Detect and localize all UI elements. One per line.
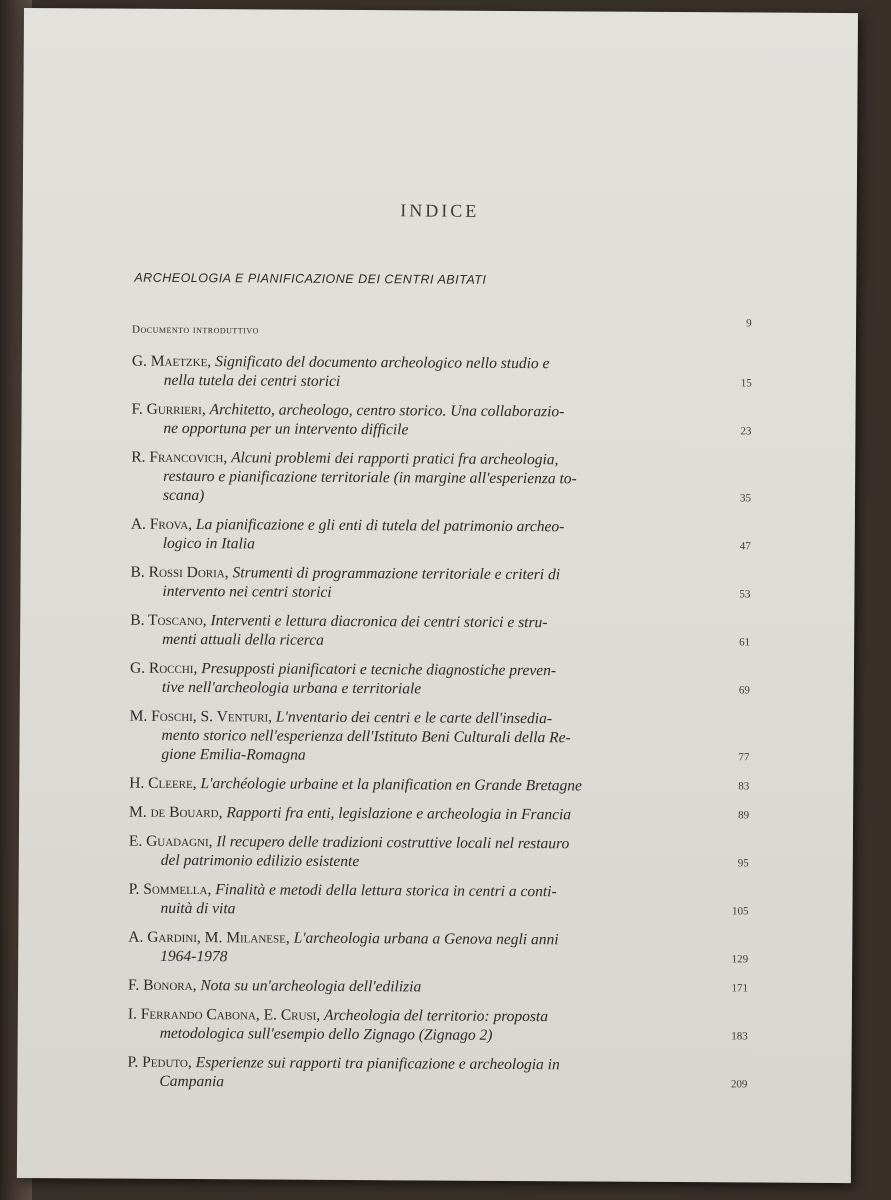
- toc-title-line: L'archéologie urbaine et la planification en Grande Bretagne: [200, 775, 582, 795]
- toc-title-line: Esperienze sui rapporti tra pianificazione e archeologia in: [195, 1054, 560, 1074]
- toc-author: G. Rocchi,: [129, 659, 198, 678]
- toc-entry-body: [132, 352, 704, 393]
- toc-title-line: Architetto, archeologo, centro storico. Una collaborazio-: [209, 401, 565, 421]
- toc-title-line: La pianificazione e gli enti di tutela del patrimonio archeo-: [195, 516, 565, 536]
- toc-author: F. Gurrieri,: [131, 400, 206, 419]
- toc-title-line: L'archeologia urbana a Genova negli anni: [293, 929, 559, 949]
- toc-entry-list: [127, 352, 772, 1095]
- toc-entry-body: [128, 928, 700, 969]
- toc-entry-body: [130, 611, 702, 652]
- toc-entry: [129, 707, 769, 768]
- toc-entry: [131, 448, 771, 509]
- toc-title-line: gione Emilia-Romagna: [161, 745, 306, 764]
- toc-entry-body: [127, 1053, 699, 1094]
- toc-entry: [128, 976, 768, 999]
- toc-title-line: tive nell'archeologia urbana e territoriale: [161, 678, 422, 698]
- toc-author: I. Ferrando Cabona, E. Crusi,: [127, 1005, 321, 1024]
- toc-author: H. Cleere,: [129, 774, 197, 793]
- toc-page-number: 53: [739, 588, 751, 601]
- toc-title-line: Nota su un'archeologia dell'edilizia: [200, 977, 422, 996]
- toc-title-line: Interventi e lettura diacronica dei centri storici e stru-: [210, 612, 548, 632]
- toc-page-number: 47: [739, 540, 751, 553]
- toc-entry: [128, 1005, 768, 1047]
- toc-title-line: Il recupero delle tradizioni costruttive locali nel restauro: [216, 833, 570, 853]
- toc-title-line: L'nventario dei centri e le carte dell'insedia-: [275, 708, 553, 728]
- toc-entry: [127, 1053, 767, 1095]
- toc-entry: [130, 659, 770, 701]
- toc-page-number: 209: [730, 1078, 748, 1091]
- toc-entry-body: [129, 707, 701, 767]
- toc-page-number: 183: [731, 1030, 748, 1043]
- toc-entry-body: [131, 515, 703, 556]
- toc-title-line: menti attuali della ricerca: [162, 630, 324, 649]
- table-of-contents: [127, 317, 772, 1105]
- toc-title-line: Significato del documento archeologico nello studio e: [215, 353, 550, 373]
- toc-entry: [130, 563, 770, 605]
- toc-entry: [129, 803, 769, 826]
- section-heading: ARCHEOLOGIA E PIANIFICAZIONE DEI CENTRI ABITATI: [134, 270, 487, 287]
- toc-entry: [131, 400, 771, 442]
- toc-page-number: 89: [738, 809, 750, 822]
- book-page: [17, 8, 858, 1183]
- toc-title-line: 1964-1978: [160, 947, 228, 966]
- toc-entry-intro: [132, 317, 772, 344]
- toc-title-line: Rapporti fra enti, legislazione e archeologia in Francia: [226, 804, 572, 824]
- toc-author: E. Guadagni,: [128, 832, 213, 851]
- toc-author: B. Toscano,: [130, 611, 207, 630]
- toc-entry-body: [129, 832, 701, 873]
- toc-page-number: 95: [737, 857, 749, 870]
- toc-page-number: 129: [731, 953, 749, 966]
- toc-title-line: nuità di vita: [160, 899, 236, 918]
- toc-entry-body: [130, 659, 702, 700]
- toc-title-line: ne opportuna per un intervento difficile: [163, 419, 409, 439]
- toc-entry: [129, 832, 769, 874]
- toc-entry-body: [128, 976, 700, 998]
- toc-page-number: 9: [746, 317, 753, 330]
- toc-entry: [131, 515, 771, 557]
- toc-author: A. Frova,: [130, 515, 193, 534]
- toc-page-number: 61: [739, 636, 751, 649]
- toc-page-number: 69: [738, 684, 750, 697]
- toc-author: R. Francovich,: [131, 448, 228, 467]
- toc-title-line: Presupposti pianificatori e tecniche diagnostiche preven-: [201, 660, 557, 680]
- toc-entry-body: [130, 563, 702, 604]
- toc-page-number: 83: [738, 780, 750, 793]
- toc-entry: [130, 611, 770, 653]
- toc-author: G. Maetzke,: [131, 352, 212, 371]
- toc-entry-body: [128, 1005, 700, 1046]
- toc-title-line: nella tutela dei centri storici: [163, 371, 341, 390]
- toc-title-line: del patrimonio edilizio esistente: [160, 851, 360, 871]
- toc-title-line: Finalità e metodi della lettura storica in centri a conti-: [215, 881, 557, 901]
- toc-title-line: restauro e pianificazione territoriale (in margine all'esperienza to-: [163, 467, 577, 488]
- toc-entry-body: [131, 448, 703, 508]
- toc-author: A. Gardini, M. Milanese,: [128, 928, 290, 947]
- toc-entry: [132, 352, 772, 394]
- toc-title-line: logico in Italia: [162, 534, 255, 553]
- toc-page-number: 171: [731, 982, 749, 995]
- toc-title-line: metodologica sull'esempio dello Zignago (Zignago 2): [159, 1024, 493, 1044]
- toc-page-number: 77: [738, 751, 750, 764]
- toc-title-line: intervento nei centri storici: [162, 582, 332, 601]
- toc-entry-body: [128, 880, 700, 921]
- toc-title-line: Campania: [159, 1072, 225, 1091]
- toc-author: F. Bonora,: [127, 976, 197, 995]
- toc-title-line: scana): [162, 486, 205, 505]
- toc-entry: [128, 880, 768, 922]
- toc-page-number: 23: [740, 425, 752, 438]
- toc-entry-body: [131, 400, 703, 441]
- toc-title-line: Strumenti di programmazione territoriale e criteri di: [232, 564, 561, 584]
- toc-author: P. Peduto,: [127, 1053, 192, 1072]
- toc-title-line: mento storico nell'esperienza dell'Istituto Beni Culturali della Re-: [161, 726, 571, 747]
- toc-title-line: Archeologia del territorio: proposta: [323, 1006, 549, 1026]
- toc-title-line: Alcuni problemi dei rapporti pratici fra archeologia,: [231, 449, 559, 469]
- toc-intro-label: Documento introduttivo: [132, 323, 259, 337]
- toc-author: M. Foschi, S. Venturi,: [129, 707, 273, 726]
- toc-page-number: 15: [740, 377, 752, 390]
- toc-page-number: 105: [731, 905, 749, 918]
- page-title: INDICE: [400, 200, 480, 221]
- toc-author: B. Rossi Doria,: [130, 563, 229, 582]
- toc-page-number: 35: [739, 492, 752, 505]
- toc-entry: [128, 928, 768, 970]
- toc-entry-body: [129, 774, 701, 796]
- toc-entry: [129, 774, 769, 797]
- toc-entry-body: [129, 803, 701, 825]
- toc-author: M. de Bouard,: [129, 803, 223, 822]
- toc-author: P. Sommella,: [128, 880, 212, 899]
